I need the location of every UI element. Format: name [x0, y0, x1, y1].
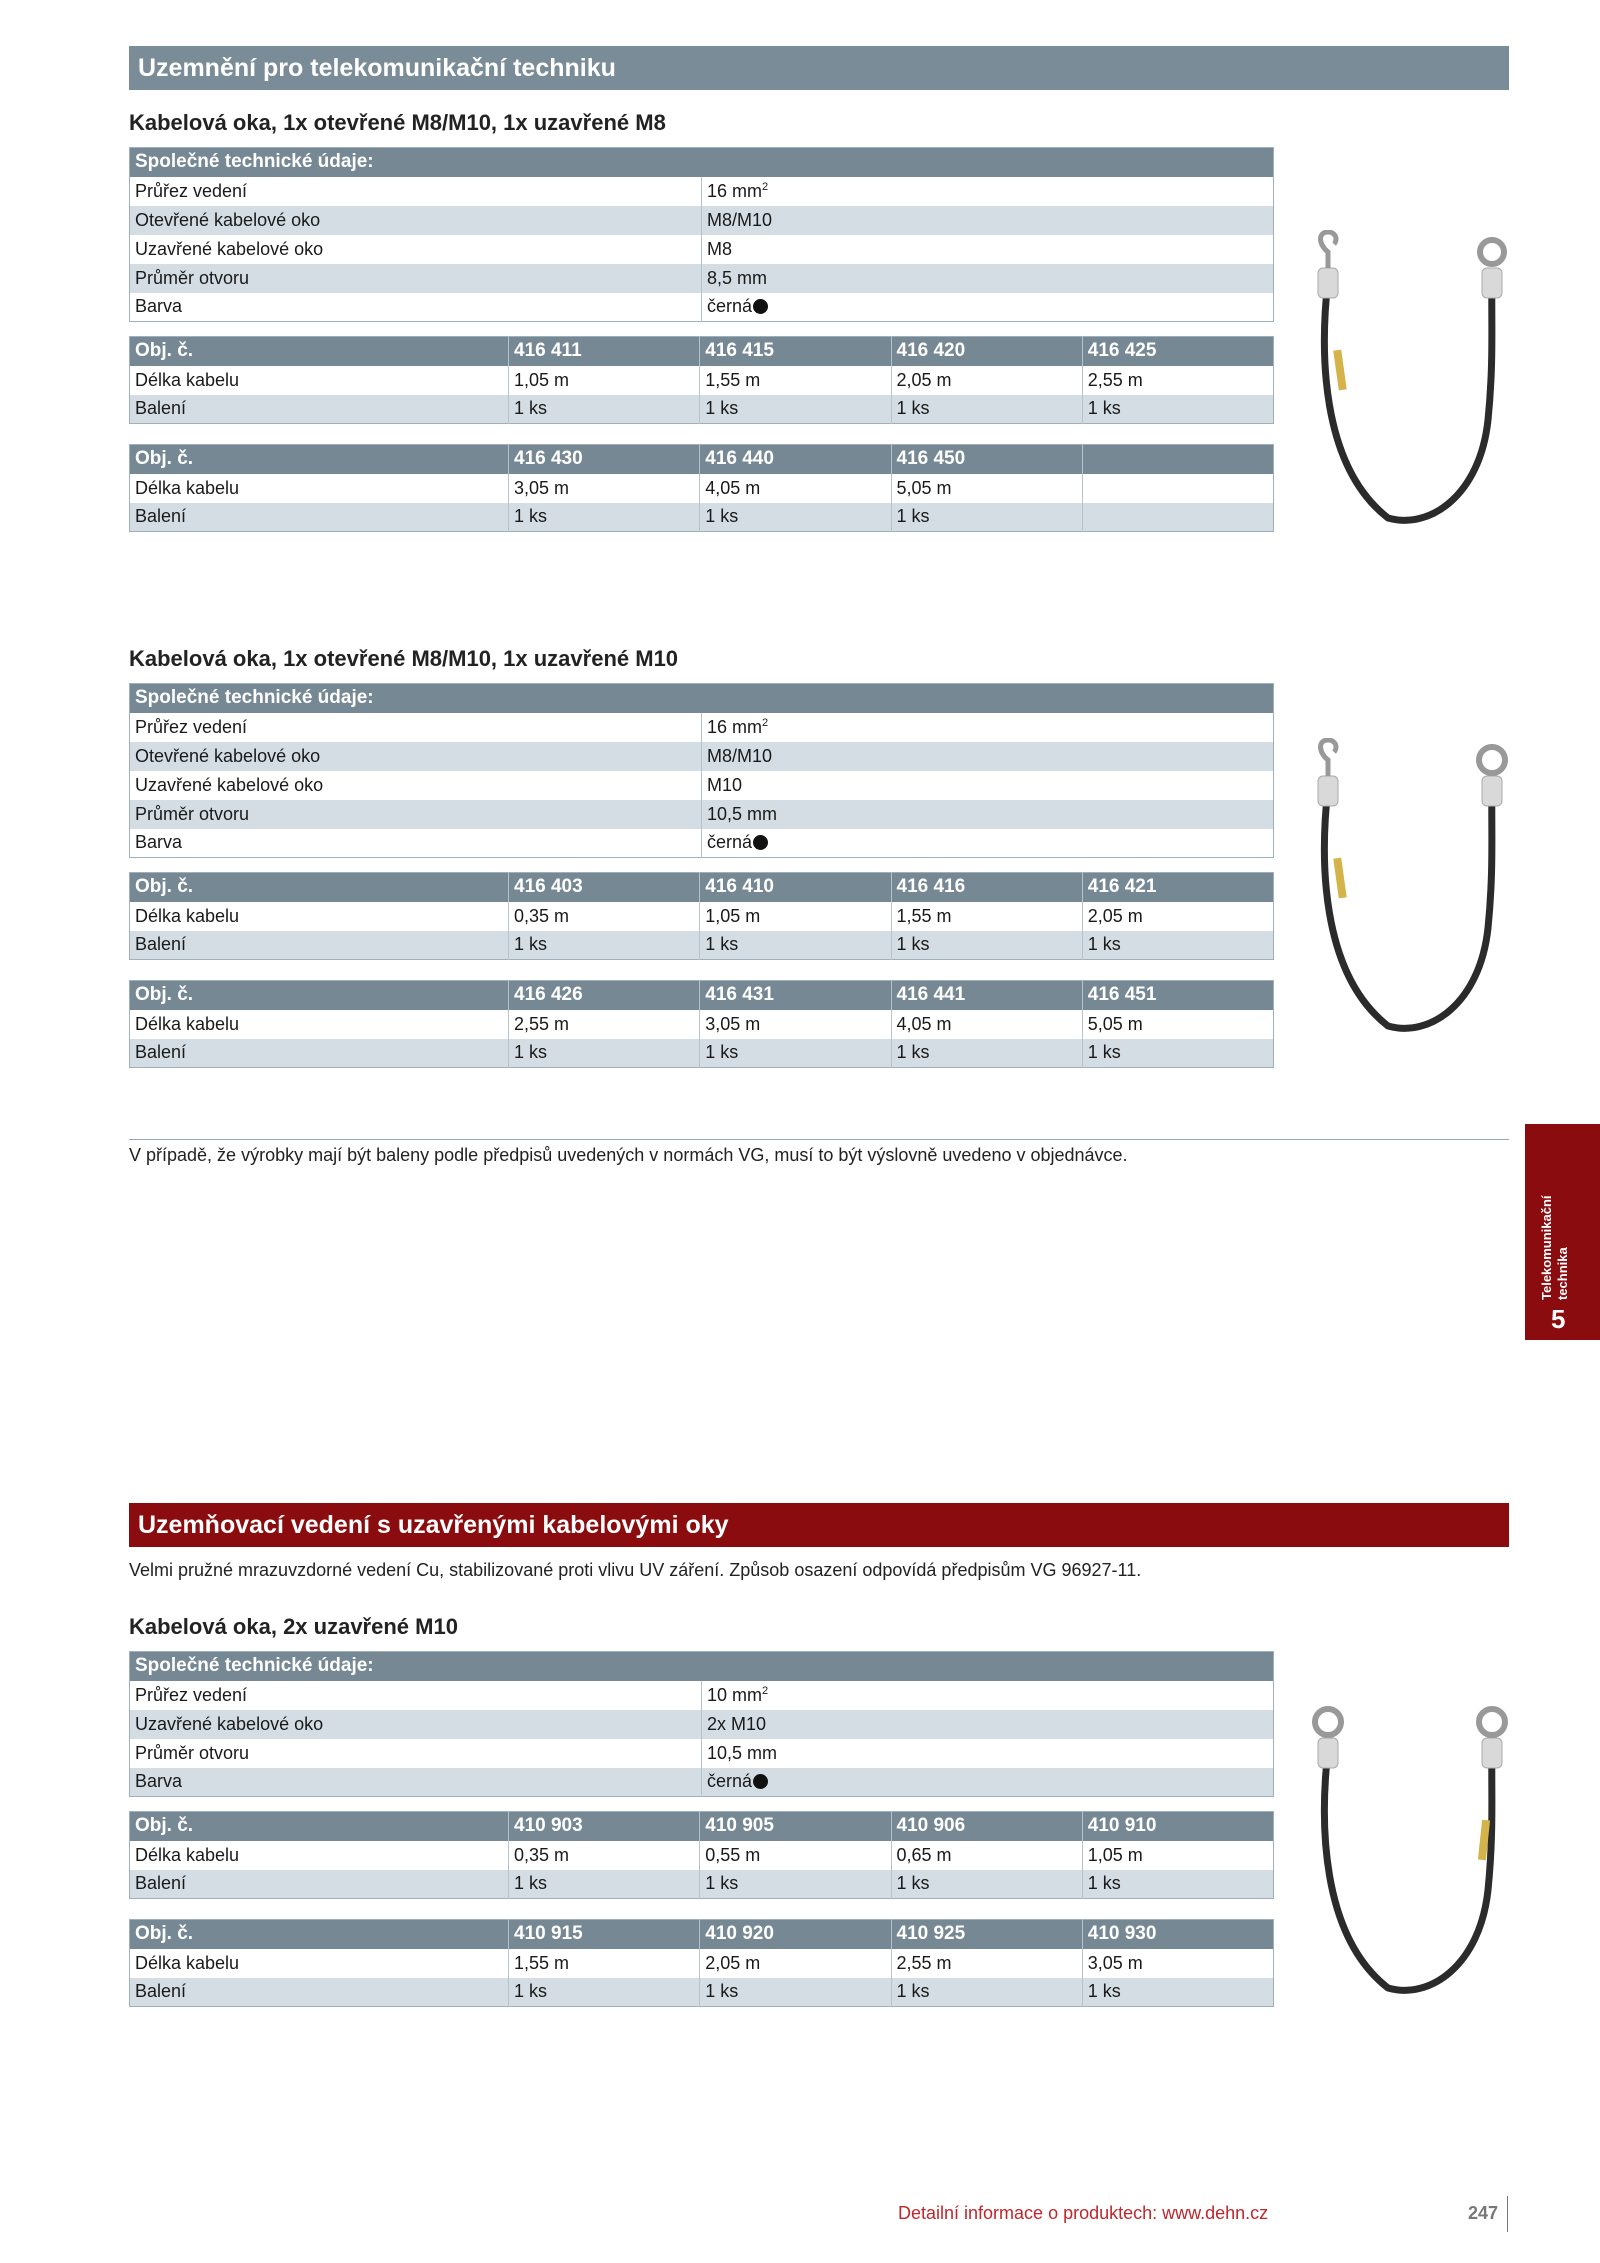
spec-value: 16 $mm^2$ — [702, 177, 1274, 206]
order-number: 416 416 — [891, 873, 1082, 902]
cable-open-closed-m10-lug-photo — [1280, 738, 1520, 1038]
spec-label: Barva — [130, 829, 702, 858]
order-number: 410 915 — [509, 1920, 700, 1949]
length-value: 3,05 m — [509, 474, 700, 503]
order-header-label: Obj. č. — [130, 445, 509, 474]
pack-value: 1 ks — [891, 395, 1082, 424]
product-b-spec-table — [129, 683, 1274, 858]
order-number: 416 403 — [509, 873, 700, 902]
pack-value: 1 ks — [700, 1870, 891, 1899]
order-number: 416 451 — [1082, 981, 1273, 1010]
order-header-label: Obj. č. — [130, 873, 509, 902]
spec-label: Otevřené kabelové oko — [130, 742, 702, 771]
length-value: 2,55 m — [891, 1949, 1082, 1978]
pack-label: Balení — [130, 1039, 509, 1068]
spec-label: Průřez vedení — [130, 1681, 702, 1710]
pack-value: 1 ks — [509, 931, 700, 960]
length-value: 2,05 m — [1082, 902, 1273, 931]
pack-value: 1 ks — [891, 1870, 1082, 1899]
order-number: 416 410 — [700, 873, 891, 902]
product-a-order-table-1 — [129, 336, 1274, 424]
pack-value: 1 ks — [891, 503, 1082, 532]
length-value: 3,05 m — [1082, 1949, 1273, 1978]
spec-value: 16 $mm^2$ — [702, 713, 1274, 742]
pack-label: Balení — [130, 931, 509, 960]
spec-label: Průměr otvoru — [130, 264, 702, 293]
length-value: 5,05 m — [891, 474, 1082, 503]
order-number: 410 925 — [891, 1920, 1082, 1949]
color-dot-icon — [753, 835, 768, 850]
length-value: 0,55 m — [700, 1841, 891, 1870]
pack-value: 1 ks — [700, 1978, 891, 2007]
length-label: Délka kabelu — [130, 1010, 509, 1039]
pack-label: Balení — [130, 503, 509, 532]
pack-value: 1 ks — [1082, 931, 1273, 960]
chapter-number: 5 — [1551, 1304, 1566, 1334]
spec-header: Společné technické údaje: — [130, 1652, 1274, 1681]
length-label: Délka kabelu — [130, 1841, 509, 1870]
color-dot-icon — [753, 299, 768, 314]
length-value: 2,05 m — [891, 366, 1082, 395]
section-title-grounding: Uzemnění pro telekomunikační techniku — [129, 46, 1509, 90]
order-number: 410 920 — [700, 1920, 891, 1949]
length-value — [1082, 474, 1273, 503]
order-number: 416 426 — [509, 981, 700, 1010]
product-a-order-table-2 — [129, 444, 1274, 532]
vg-packaging-note: V případě, že výrobky mají být baleny podle předpisů uvedených v normách VG, musí to být výslovně uvedeno v objednávce. — [129, 1145, 1128, 1165]
length-value: 2,55 m — [509, 1010, 700, 1039]
length-value: 1,55 m — [700, 366, 891, 395]
order-number: 416 440 — [700, 445, 891, 474]
product-c-title: Kabelová oka, 2x uzavřené M10 — [129, 1614, 458, 1639]
spec-label: Barva — [130, 293, 702, 322]
length-value: 2,05 m — [700, 1949, 891, 1978]
product-a-title: Kabelová oka, 1x otevřené M8/M10, 1x uzavřené M8 — [129, 110, 666, 135]
spec-label: Průřez vedení — [130, 713, 702, 742]
length-value: 1,55 m — [891, 902, 1082, 931]
order-number: 416 430 — [509, 445, 700, 474]
length-value: 4,05 m — [891, 1010, 1082, 1039]
spec-value: černá — [702, 1768, 1274, 1797]
spec-label: Otevřené kabelové oko — [130, 206, 702, 235]
spec-value: M8/M10 — [702, 206, 1274, 235]
footer-link[interactable]: Detailní informace o produktech: www.dehn.cz — [898, 2203, 1269, 2223]
order-number: 416 425 — [1082, 337, 1273, 366]
pack-value: 1 ks — [509, 1978, 700, 2007]
spec-value: 8,5 mm — [702, 264, 1274, 293]
product-c-order-table-2 — [129, 1919, 1274, 2007]
order-number: 416 441 — [891, 981, 1082, 1010]
order-number: 410 910 — [1082, 1812, 1273, 1841]
spec-value: 2x M10 — [702, 1710, 1274, 1739]
pack-value: 1 ks — [509, 503, 700, 532]
chapter-tab — [1525, 1124, 1600, 1340]
spec-value: M10 — [702, 771, 1274, 800]
order-header-label: Obj. č. — [130, 337, 509, 366]
pack-value: 1 ks — [509, 1870, 700, 1899]
length-label: Délka kabelu — [130, 474, 509, 503]
pack-value: 1 ks — [509, 395, 700, 424]
pack-value: 1 ks — [891, 1039, 1082, 1068]
pack-value — [1082, 503, 1273, 532]
length-label: Délka kabelu — [130, 1949, 509, 1978]
length-value: 1,05 m — [700, 902, 891, 931]
pack-value: 1 ks — [700, 931, 891, 960]
spec-header: Společné technické údaje: — [130, 684, 1274, 713]
spec-label: Uzavřené kabelové oko — [130, 235, 702, 264]
product-b-order-table-1 — [129, 872, 1274, 960]
pack-value: 1 ks — [700, 395, 891, 424]
pack-value: 1 ks — [1082, 1039, 1273, 1068]
order-number: 410 906 — [891, 1812, 1082, 1841]
spec-label: Průřez vedení — [130, 177, 702, 206]
spec-value: 10,5 mm — [702, 1739, 1274, 1768]
cable-closed-lugs-photo — [1280, 1700, 1520, 2000]
pack-value: 1 ks — [1082, 395, 1273, 424]
spec-header: Společné technické údaje: — [130, 148, 1274, 177]
order-number: 410 903 — [509, 1812, 700, 1841]
chapter-tab-label: Telekomunikační technika — [1539, 1195, 1570, 1300]
pack-value: 1 ks — [700, 503, 891, 532]
spec-value: M8 — [702, 235, 1274, 264]
cable-open-closed-lug-photo — [1280, 230, 1520, 530]
product-c-order-table-1 — [129, 1811, 1274, 1899]
spec-value: 10,5 mm — [702, 800, 1274, 829]
product-c-spec-table — [129, 1651, 1274, 1797]
order-number: 416 415 — [700, 337, 891, 366]
length-value: 5,05 m — [1082, 1010, 1273, 1039]
product-a-spec-table — [129, 147, 1274, 322]
order-number — [1082, 445, 1273, 474]
pack-value: 1 ks — [891, 931, 1082, 960]
spec-label: Uzavřené kabelové oko — [130, 771, 702, 800]
color-dot-icon — [753, 1774, 768, 1789]
order-number: 416 450 — [891, 445, 1082, 474]
spec-value: 10 $mm^2$ — [702, 1681, 1274, 1710]
pack-label: Balení — [130, 1978, 509, 2007]
length-value: 1,05 m — [1082, 1841, 1273, 1870]
pack-value: 1 ks — [891, 1978, 1082, 2007]
section-title-grounding-cable: Uzemňovací vedení s uzavřenými kabelovými oky — [129, 1503, 1509, 1547]
order-number: 416 411 — [509, 337, 700, 366]
length-value: 2,55 m — [1082, 366, 1273, 395]
pack-value: 1 ks — [700, 1039, 891, 1068]
spec-label: Průměr otvoru — [130, 800, 702, 829]
pack-label: Balení — [130, 395, 509, 424]
order-number: 416 431 — [700, 981, 891, 1010]
product-b-title: Kabelová oka, 1x otevřené M8/M10, 1x uzavřené M10 — [129, 646, 679, 671]
length-value: 4,05 m — [700, 474, 891, 503]
spec-label: Uzavřené kabelové oko — [130, 1710, 702, 1739]
pack-value: 1 ks — [1082, 1870, 1273, 1899]
order-number: 410 930 — [1082, 1920, 1273, 1949]
spec-value: černá — [702, 293, 1274, 322]
product-b-order-table-2 — [129, 980, 1274, 1068]
order-header-label: Obj. č. — [130, 1920, 509, 1949]
pack-value: 1 ks — [509, 1039, 700, 1068]
pack-label: Balení — [130, 1870, 509, 1899]
length-label: Délka kabelu — [130, 902, 509, 931]
order-header-label: Obj. č. — [130, 1812, 509, 1841]
length-value: 0,35 m — [509, 902, 700, 931]
page-number: 247 — [1468, 2203, 1499, 2223]
spec-value: M8/M10 — [702, 742, 1274, 771]
length-value: 0,35 m — [509, 1841, 700, 1870]
order-header-label: Obj. č. — [130, 981, 509, 1010]
length-label: Délka kabelu — [130, 366, 509, 395]
order-number: 416 420 — [891, 337, 1082, 366]
divider — [129, 1139, 1509, 1140]
length-value: 1,55 m — [509, 1949, 700, 1978]
spec-label: Barva — [130, 1768, 702, 1797]
section-intro: Velmi pružné mrazuvzdorné vedení Cu, stabilizované proti vlivu UV záření. Způsob osazení odpovídá předpisům VG 96927-11. — [129, 1560, 1142, 1580]
order-number: 416 421 — [1082, 873, 1273, 902]
pack-value: 1 ks — [1082, 1978, 1273, 2007]
length-value: 3,05 m — [700, 1010, 891, 1039]
length-value: 1,05 m — [509, 366, 700, 395]
spec-value: černá — [702, 829, 1274, 858]
spec-label: Průměr otvoru — [130, 1739, 702, 1768]
order-number: 410 905 — [700, 1812, 891, 1841]
length-value: 0,65 m — [891, 1841, 1082, 1870]
footer-divider — [1507, 2196, 1508, 2232]
